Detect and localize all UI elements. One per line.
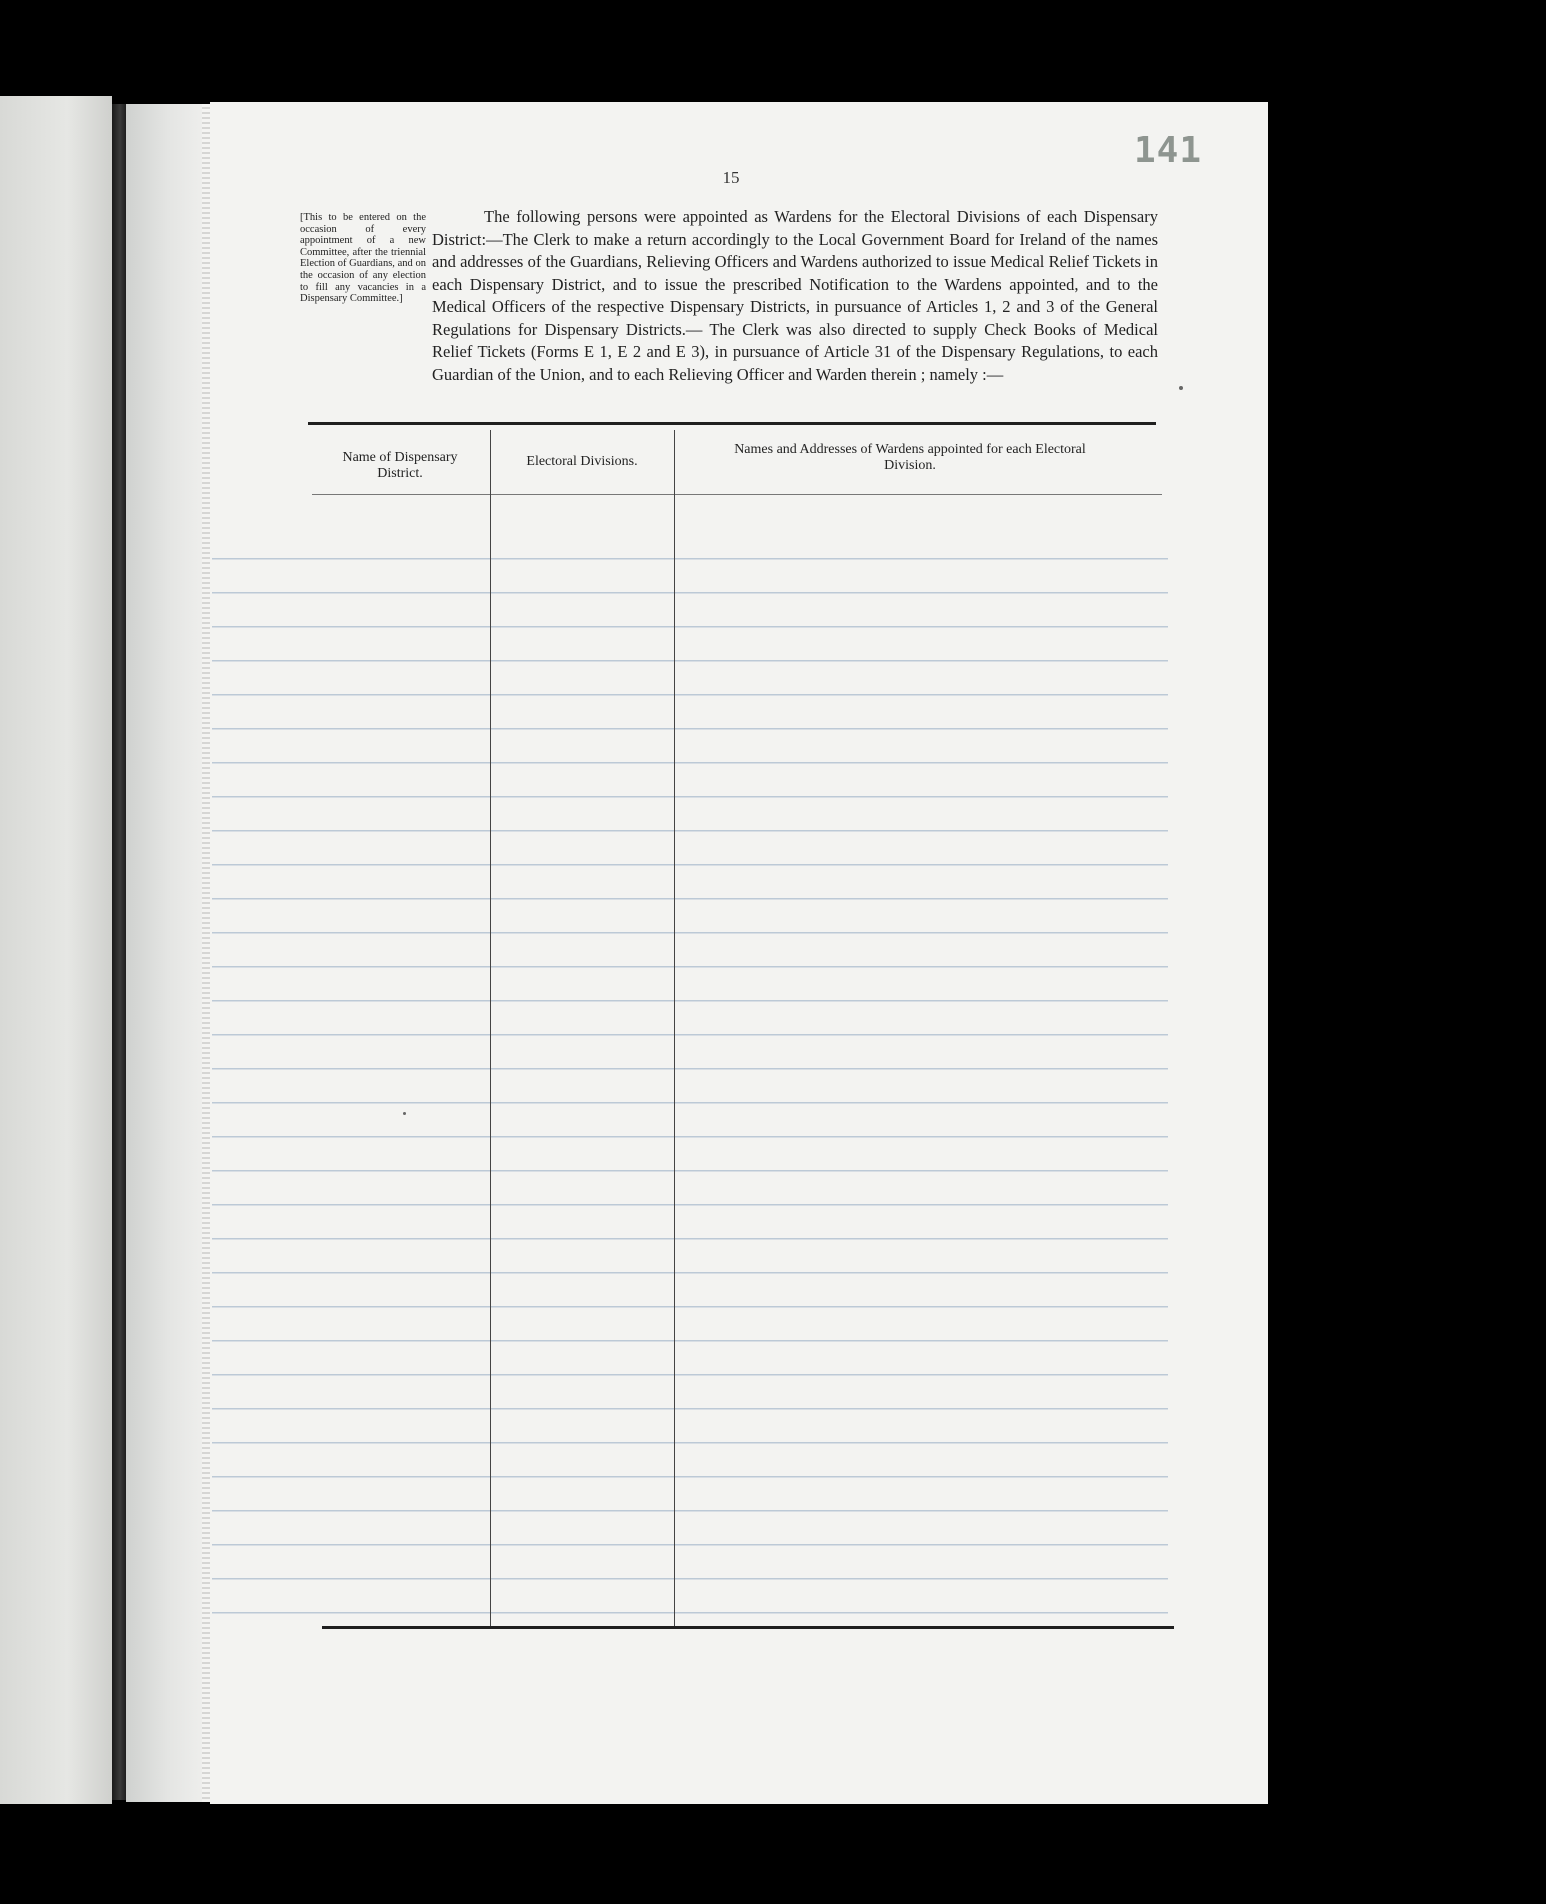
column-header-electoral-divisions: Electoral Divisions.: [526, 454, 638, 469]
page-number: 15: [722, 168, 740, 187]
resolution-text: The following persons were appointed as Wardens for the Electoral Divisions of each Dispensary District:—The Clerk to make a return accordingly to the Local Government Board for Ireland of the names and addresses of the Guardians, Relieving Officers and Wardens authorized to issue Medical Relief Tickets in each Dispensary District, and to issue the prescribed Notification to the Wardens appointed, and to the Medical Officers of the respective Dispensary Districts, in pursuance of Articles 1, 2 and 3 of the General Regulations for Dispensary Districts.— The Clerk was also directed to supply Check Books of Medical Relief Tickets (Forms E 1, E 2 and E 3), in pursuance of Article 31 of the Dispensary Regulations, to each Guardian of the Union, and to each Relieving Officer and Warden therein ; namely :—: [432, 207, 1158, 384]
table-header-rule: [312, 494, 1162, 495]
ruled-lines: [212, 526, 1168, 1614]
folio-stamp-number: 141: [1133, 130, 1202, 171]
table-top-rule: [308, 422, 1156, 425]
column-header-dispensary-district: Name of Dispensary District.: [342, 450, 458, 481]
margin-note: [This to be entered on the occasion of every appointment of a new Committee, after the triennial Election of Guardians, and on the occasion of any election to fill any vacancies in a Dispensary Committee.]: [300, 212, 426, 305]
binding-stub-torn-edge: [202, 104, 210, 1802]
previous-page-edge: [0, 96, 112, 1804]
table-bottom-rule: [322, 1626, 1174, 1629]
column-divider-1: [490, 430, 491, 1628]
column-divider-2: [674, 430, 675, 1628]
paper-speck: [403, 1112, 406, 1115]
column-header-wardens: Names and Addresses of Wardens appointed for each Electoral Division.: [734, 442, 1086, 473]
binding-stub: [126, 104, 211, 1802]
paper-speck: [1179, 386, 1183, 390]
